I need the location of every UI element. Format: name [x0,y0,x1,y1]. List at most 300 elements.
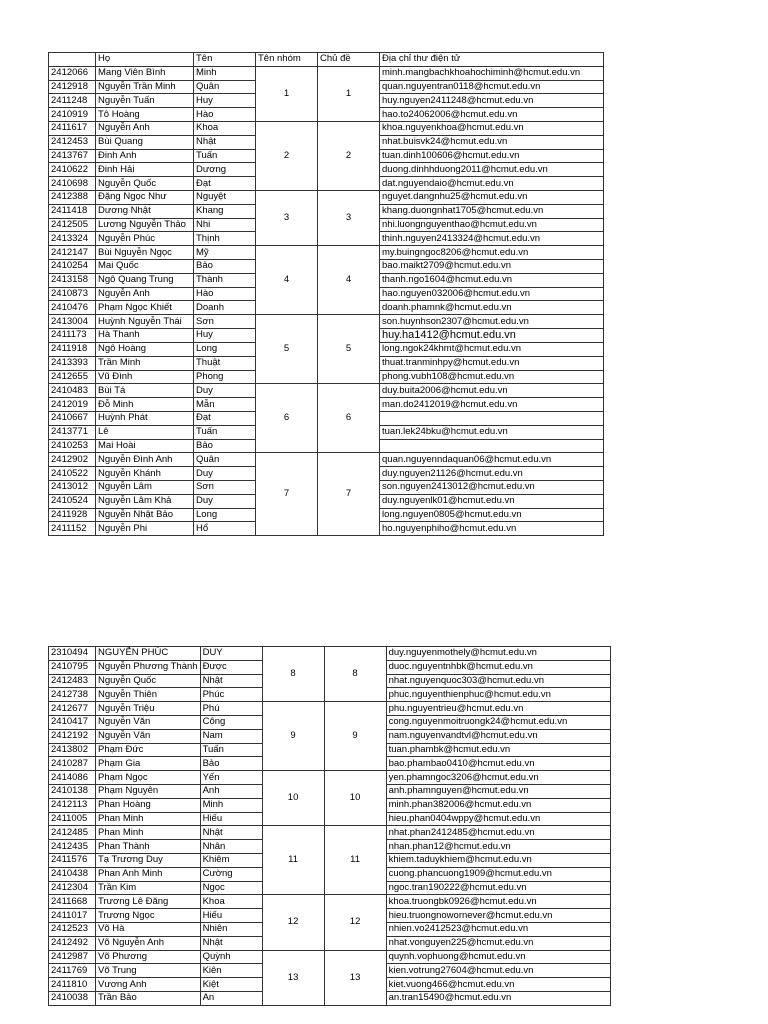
email-text: duong.dinhhduong2011@hcmut.edu.vn [382,163,548,175]
given-name-cell: Tuấn [194,425,256,439]
email-cell [380,384,604,398]
student-id-cell: 2412483 [49,674,96,688]
given-name-cell: Thành [194,273,256,287]
surname-cell: Võ Nguyễn Anh [96,936,201,950]
student-id-cell: 2411173 [49,328,96,342]
email-text: bao.maikt2709@hcmut.edu.vn [382,260,511,272]
email-cell [386,936,610,950]
student-id-cell: 2412902 [49,453,96,467]
surname-cell: Nguyễn Quốc [96,177,194,191]
surname-cell: Nguyễn Trần Minh [96,80,194,94]
email-cell [380,508,604,522]
email-cell [380,301,604,315]
given-name-cell: An [200,991,262,1005]
surname-cell: Nguyễn Nhật Bảo [96,508,194,522]
email-text: hieu.phan0404wppy@hcmut.edu.vn [388,812,541,824]
group-name-cell: 13 [262,950,324,1005]
surname-cell: Võ Trung [96,964,201,978]
email-cell [386,853,610,867]
email-text: bao.phambao0410@hcmut.edu.vn [388,757,535,769]
email-text: tuan.dinh100606@hcmut.edu.vn [382,149,520,161]
surname-cell: Nguyễn Văn [96,729,201,743]
table-row [49,121,604,135]
surname-cell: Nguyễn Văn [96,715,201,729]
given-name-cell: Minh [200,798,262,812]
student-id-cell: 2412453 [49,135,96,149]
surname-cell: Bùi Tá [96,384,194,398]
email-text: nguyet.dangnhu25@hcmut.edu.vn [382,191,528,203]
given-name-cell: Phúc [200,688,262,702]
given-name-cell: Duy [194,384,256,398]
topic-cell: 9 [324,702,386,771]
student-id-cell: 2410667 [49,411,96,425]
email-cell [380,94,604,108]
email-cell [380,425,604,439]
email-cell [380,467,604,481]
student-id-cell: 2412066 [49,66,96,80]
email-cell [386,729,610,743]
surname-cell: Phạm Nguyên [96,784,201,798]
given-name-cell: Quỳnh [200,950,262,964]
table-row [49,647,611,661]
given-name-cell: Hiếu [200,812,262,826]
given-name-cell: Nhật [200,826,262,840]
given-name-cell: Long [194,342,256,356]
table-row [49,950,611,964]
surname-cell: Vũ Đình [96,370,194,384]
email-text: quynh.vophuong@hcmut.edu.vn [388,950,526,962]
email-text: cuong.phancuong1909@hcmut.edu.vn [388,868,552,880]
email-text: son.nguyen2413012@hcmut.edu.vn [382,481,535,493]
given-name-cell: Cường [200,867,262,881]
given-name-cell: Duy [194,494,256,508]
student-id-cell: 2412523 [49,922,96,936]
group-name-cell: 1 [256,66,318,121]
surname-cell: Hà Thanh [96,328,194,342]
email-cell [380,218,604,232]
email-text: man.do2412019@hcmut.edu.vn [382,398,518,410]
topic-cell: 5 [318,315,380,384]
topic-cell: 4 [318,246,380,315]
student-id-cell: 2411152 [49,522,96,536]
student-id-cell: 2412738 [49,688,96,702]
surname-cell: Nguyễn Quốc [96,674,201,688]
surname-cell: NGUYỄN PHÚC [96,647,201,661]
table-row [49,453,604,467]
given-name-cell: Nguyệt [194,190,256,204]
given-name-cell: Khoa [200,895,262,909]
email-cell [380,328,604,342]
surname-cell: Mai Hoài [96,439,194,453]
student-id-cell: 2411769 [49,964,96,978]
email-text: thuat.tranminhpy@hcmut.edu.vn [382,357,520,369]
email-text: nhat.nguyenquoc303@hcmut.edu.vn [388,674,545,686]
student-id-cell: 2413158 [49,273,96,287]
topic-cell: 3 [318,190,380,245]
email-text: kien.votrung27604@hcmut.edu.vn [388,964,534,976]
student-id-cell: 2413324 [49,232,96,246]
table-row [49,246,604,260]
student-id-cell: 2410417 [49,715,96,729]
student-id-cell: 2410795 [49,660,96,674]
email-text: khoa.truongbk0926@hcmut.edu.vn [388,895,537,907]
surname-cell: Mang Viên Bình [96,66,194,80]
surname-cell: Nguyễn Phương Thành [96,660,201,674]
email-text: nhat.vonguyen225@hcmut.edu.vn [388,937,534,949]
given-name-cell: Khang [194,204,256,218]
student-group-table-1 [48,52,604,536]
email-text: thanh.ngo1604@hcmut.edu.vn [382,274,513,286]
email-text: nhan.phan12@hcmut.edu.vn [388,840,511,852]
email-cell [380,356,604,370]
given-name-cell: Kiên [200,964,262,978]
student-id-cell: 2411576 [49,853,96,867]
email-cell [386,840,610,854]
email-text: long.nguyen0805@hcmut.edu.vn [382,508,522,520]
header-ho: Họ [96,53,194,67]
email-cell [386,688,610,702]
student-id-cell: 2410254 [49,259,96,273]
email-text: phu.nguyentrieu@hcmut.edu.vn [388,702,524,714]
header-chu-de: Chủ đề [318,53,380,67]
email-cell [386,881,610,895]
surname-cell: Nguyễn Anh [96,121,194,135]
email-cell [386,743,610,757]
email-cell [386,964,610,978]
email-cell [380,246,604,260]
email-text: khang.duongnhat1705@hcmut.edu.vn [382,205,544,217]
student-id-cell: 2413771 [49,425,96,439]
email-cell [380,287,604,301]
email-cell [386,895,610,909]
email-text: hieu.truongnowornever@hcmut.edu.vn [388,909,553,921]
table-row [49,384,604,398]
student-id-cell: 2412113 [49,798,96,812]
email-text: phong.vubh108@hcmut.edu.vn [382,370,515,382]
given-name-cell: Nhật [200,674,262,688]
given-name-cell: Ngọc [200,881,262,895]
email-cell [386,784,610,798]
surname-cell: Lê [96,425,194,439]
student-id-cell: 2410138 [49,784,96,798]
group-name-cell: 5 [256,315,318,384]
email-text: son.huynhson2307@hcmut.edu.vn [382,315,529,327]
given-name-cell: Dương [194,163,256,177]
given-name-cell: Nam [200,729,262,743]
topic-cell: 10 [324,771,386,826]
email-cell [386,978,610,992]
email-cell [380,370,604,384]
given-name-cell: Bảo [194,439,256,453]
topic-cell: 13 [324,950,386,1005]
given-name-cell: Tuấn [200,743,262,757]
student-id-cell: 2412918 [49,80,96,94]
student-id-cell: 2413004 [49,315,96,329]
student-id-cell: 2412435 [49,840,96,854]
topic-cell: 1 [318,66,380,121]
email-cell [380,439,604,453]
student-id-cell: 2410622 [49,163,96,177]
header-id [49,53,96,67]
given-name-cell: Nhiên [200,922,262,936]
header-ten: Tên [194,53,256,67]
email-text: khiem.taduykhiem@hcmut.edu.vn [388,854,532,866]
email-text: khoa.nguyenkhoa@hcmut.edu.vn [382,122,524,134]
surname-cell: Ngô Hoàng [96,342,194,356]
given-name-cell: Anh [200,784,262,798]
email-cell [386,991,610,1005]
surname-cell: Võ Phương [96,950,201,964]
email-cell [380,232,604,246]
student-id-cell: 2411617 [49,121,96,135]
group-name-cell: 7 [256,453,318,536]
student-id-cell: 2310494 [49,647,96,661]
email-text: minh.phan382006@hcmut.edu.vn [388,799,532,811]
given-name-cell: Kiệt [200,978,262,992]
email-cell [386,909,610,923]
given-name-cell: Nhật [194,135,256,149]
given-name-cell: Bảo [200,757,262,771]
given-name-cell: Sơn [194,315,256,329]
table-row [49,771,611,785]
student-id-cell: 2410287 [49,757,96,771]
email-text: phuc.nguyenthienphuc@hcmut.edu.vn [388,688,551,700]
student-id-cell: 2411005 [49,812,96,826]
student-id-cell: 2412987 [49,950,96,964]
student-id-cell: 2411928 [49,508,96,522]
given-name-cell: Mỹ [194,246,256,260]
email-text: long.ngok24khmt@hcmut.edu.vn [382,343,522,355]
email-text: duoc.nguyentnhbk@hcmut.edu.vn [388,661,533,673]
surname-cell: Tạ Trương Duy [96,853,201,867]
email-cell [380,273,604,287]
group-name-cell: 8 [262,647,324,702]
given-name-cell: Quân [194,453,256,467]
email-cell [380,480,604,494]
table-row [49,66,604,80]
topic-cell: 6 [318,384,380,453]
surname-cell: Vương Anh [96,978,201,992]
surname-cell: Phạm Ngọc [96,771,201,785]
given-name-cell: Huy [194,328,256,342]
given-name-cell: Doanh [194,301,256,315]
group-name-cell: 12 [262,895,324,950]
student-id-cell: 2411810 [49,978,96,992]
group-name-cell: 10 [262,771,324,826]
email-cell [386,674,610,688]
surname-cell: Phan Hoàng [96,798,201,812]
email-text: yen.phamngoc3206@hcmut.edu.vn [388,771,539,783]
table-row [49,826,611,840]
email-text: doanh.phamnk@hcmut.edu.vn [382,301,512,313]
email-cell [386,715,610,729]
given-name-cell: Long [194,508,256,522]
surname-cell: Trần Minh [96,356,194,370]
topic-cell: 11 [324,826,386,895]
email-cell [386,798,610,812]
email-text: hao.to24062006@hcmut.edu.vn [382,108,518,120]
email-cell [386,950,610,964]
surname-cell: Nguyễn Phi [96,522,194,536]
email-cell [380,135,604,149]
email-cell [386,660,610,674]
email-text: ho.nguyenphiho@hcmut.edu.vn [382,522,517,534]
surname-cell: Dương Nhật [96,204,194,218]
email-text: duy.buita2006@hcmut.edu.vn [382,384,508,396]
given-name-cell: Khoa [194,121,256,135]
email-text: quan.nguyentran0118@hcmut.edu.vn [382,80,541,92]
email-text: duy.nguyen21126@hcmut.edu.vn [382,467,523,479]
email-cell [380,163,604,177]
student-id-cell: 2412192 [49,729,96,743]
email-cell [380,342,604,356]
email-text: tuan.lek24bku@hcmut.edu.vn [382,426,508,438]
surname-cell: Nguyễn Khánh [96,467,194,481]
given-name-cell: Hào [194,108,256,122]
surname-cell: Huỳnh Nguyễn Thái [96,315,194,329]
surname-cell: Ngô Quang Trung [96,273,194,287]
email-cell [380,204,604,218]
email-cell [380,121,604,135]
table-row [49,702,611,716]
email-text: nhat.buisvk24@hcmut.edu.vn [382,136,508,148]
email-cell [380,453,604,467]
surname-cell: Trần Bảo [96,991,201,1005]
student-id-cell: 2410873 [49,287,96,301]
student-id-cell: 2413767 [49,149,96,163]
student-id-cell: 2412147 [49,246,96,260]
student-id-cell: 2411418 [49,204,96,218]
email-cell [386,812,610,826]
table-row [49,190,604,204]
surname-cell: Nguyễn Lâm Khả [96,494,194,508]
email-text: nam.nguyenvandtvl@hcmut.edu.vn [388,730,538,742]
topic-cell: 2 [318,121,380,190]
topic-cell: 12 [324,895,386,950]
email-text: huy.nguyen2411248@hcmut.edu.vn [382,94,534,106]
given-name-cell: Hiếu [200,909,262,923]
student-id-cell: 2410476 [49,301,96,315]
group-name-cell: 11 [262,826,324,895]
given-name-cell: Mẫn [194,398,256,412]
surname-cell: Huỳnh Phát [96,411,194,425]
group-name-cell: 6 [256,384,318,453]
email-cell [386,771,610,785]
email-text: duy.nguyenlk01@hcmut.edu.vn [382,495,515,507]
surname-cell: Đặng Ngọc Như [96,190,194,204]
email-text: dat.nguyendaio@hcmut.edu.vn [382,177,514,189]
email-text: cong.nguyenmoitruongk24@hcmut.edu.vn [388,716,568,728]
email-text: kiet.vuong466@hcmut.edu.vn [388,978,515,990]
surname-cell: Phan Minh [96,812,201,826]
student-id-cell: 2413393 [49,356,96,370]
given-name-cell: Tuấn [194,149,256,163]
student-id-cell: 2414086 [49,771,96,785]
topic-cell: 7 [318,453,380,536]
student-group-table-2 [48,646,611,1006]
student-id-cell: 2410038 [49,991,96,1005]
email-cell [386,867,610,881]
given-name-cell: Thuật [194,356,256,370]
email-text: ngoc.tran190222@hcmut.edu.vn [388,881,527,893]
surname-cell: Võ Hà [96,922,201,936]
email-cell [380,66,604,80]
email-cell [380,494,604,508]
given-name-cell: Phú [200,702,262,716]
header-row [49,53,604,67]
student-id-cell: 2412655 [49,370,96,384]
given-name-cell: Quân [194,80,256,94]
surname-cell: Nguyễn Lâm [96,480,194,494]
surname-cell: Phạm Gia [96,757,201,771]
email-cell [386,922,610,936]
email-cell [380,108,604,122]
given-name-cell: Phong [194,370,256,384]
surname-cell: Nguyễn Đình Anh [96,453,194,467]
email-text: nhi.luongnguyenthao@hcmut.edu.vn [382,218,537,230]
student-id-cell: 2411918 [49,342,96,356]
student-id-cell: 2410524 [49,494,96,508]
student-id-cell: 2410919 [49,108,96,122]
given-name-cell: Nhân [200,840,262,854]
email-cell [386,702,610,716]
student-id-cell: 2411668 [49,895,96,909]
student-id-cell: 2412388 [49,190,96,204]
group-name-cell: 3 [256,190,318,245]
email-text: thinh.nguyen2413324@hcmut.edu.vn [382,232,541,244]
surname-cell: Trương Lê Đăng [96,895,201,909]
student-id-cell: 2412485 [49,826,96,840]
email-text: nhat.phan2412485@hcmut.edu.vn [388,826,535,838]
student-id-cell: 2412677 [49,702,96,716]
given-name-cell: Minh [194,66,256,80]
email-cell [380,149,604,163]
student-id-cell: 2412019 [49,398,96,412]
student-id-cell: 2410522 [49,467,96,481]
surname-cell: Đinh Hải [96,163,194,177]
given-name-cell: Nhật [200,936,262,950]
email-cell [380,522,604,536]
given-name-cell: Nhi [194,218,256,232]
given-name-cell: Hổ [194,522,256,536]
student-id-cell: 2410438 [49,867,96,881]
email-text: duy.nguyenmothely@hcmut.edu.vn [388,647,537,659]
email-cell [386,826,610,840]
student-id-cell: 2412505 [49,218,96,232]
given-name-cell: Sơn [194,480,256,494]
given-name-cell: Duy [194,467,256,481]
student-id-cell: 2411017 [49,909,96,923]
email-cell [380,80,604,94]
student-id-cell: 2413012 [49,480,96,494]
header-email: Địa chỉ thư điện tử [380,53,604,67]
email-cell [380,315,604,329]
email-cell [380,411,604,425]
table-row [49,895,611,909]
student-id-cell: 2413802 [49,743,96,757]
given-name-cell: Hào [194,287,256,301]
email-text: nhien.vo2412523@hcmut.edu.vn [388,923,529,935]
given-name-cell: Công [200,715,262,729]
surname-cell: Nguyễn Tuấn [96,94,194,108]
student-id-cell: 2410698 [49,177,96,191]
given-name-cell: Được [200,660,262,674]
topic-cell: 8 [324,647,386,702]
email-cell [380,259,604,273]
surname-cell: Tô Hoàng [96,108,194,122]
student-id-cell: 2411248 [49,94,96,108]
student-id-cell: 2412304 [49,881,96,895]
